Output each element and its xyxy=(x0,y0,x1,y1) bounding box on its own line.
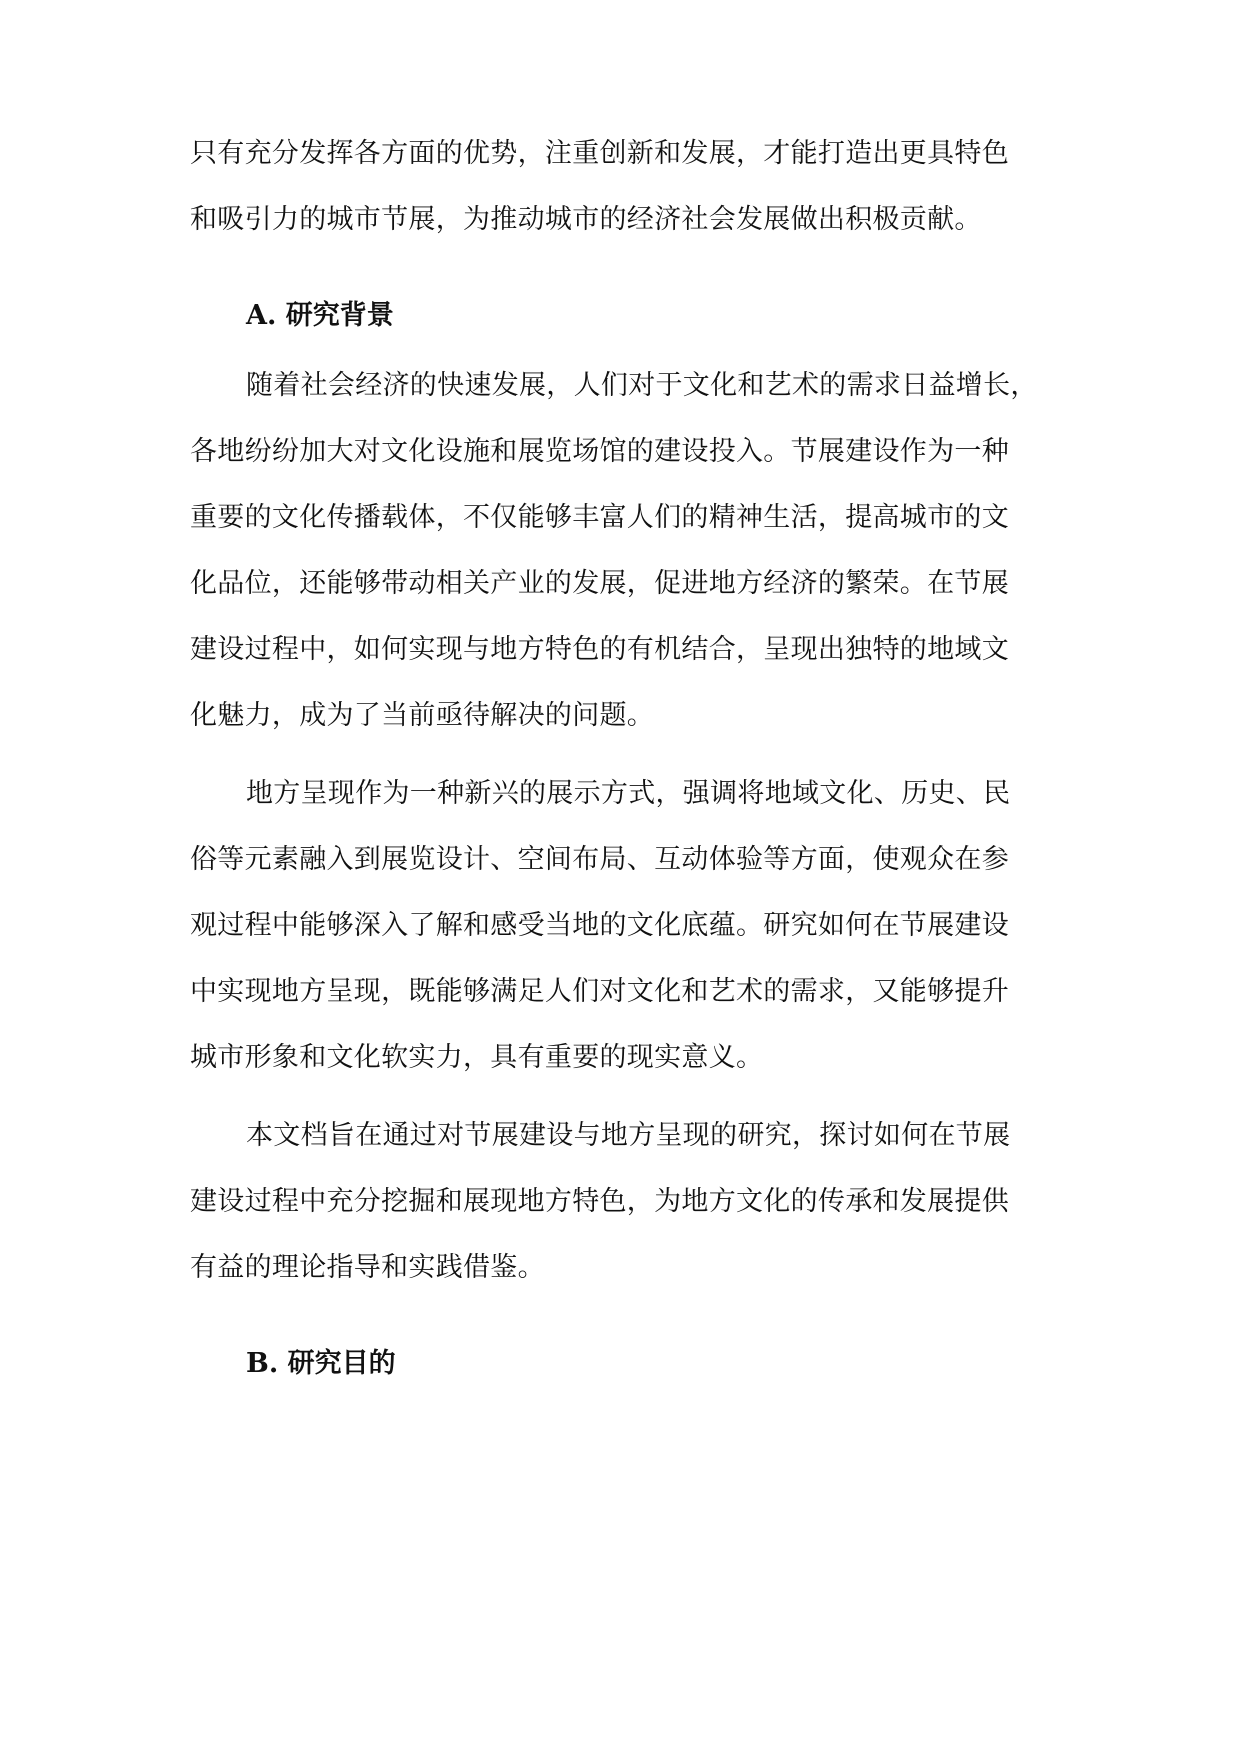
para2-line-1: 地方呈现作为一种新兴的展示方式，强调将地域文化、历史、民 xyxy=(246,778,1011,809)
section-b-heading: B. 研究目的 xyxy=(246,1348,396,1379)
intro-line-1: 只有充分发挥各方面的优势，注重创新和发展，才能打造出更具特色 xyxy=(190,138,1009,169)
para2-line-3: 观过程中能够深入了解和感受当地的文化底蕴。研究如何在节展建设 xyxy=(190,910,1009,941)
para2-line-2: 俗等元素融入到展览设计、空间布局、互动体验等方面，使观众在参 xyxy=(190,844,1009,875)
para1-line-3: 重要的文化传播载体，不仅能够丰富人们的精神生活，提高城市的文 xyxy=(190,502,1009,533)
para1-line-1: 随着社会经济的快速发展，人们对于文化和艺术的需求日益增长， xyxy=(246,370,1038,401)
para3-line-1: 本文档旨在通过对节展建设与地方呈现的研究，探讨如何在节展 xyxy=(246,1120,1011,1151)
para1-line-4: 化品位，还能够带动相关产业的发展，促进地方经济的繁荣。在节展 xyxy=(190,568,1009,599)
para2-line-5: 城市形象和文化软实力，具有重要的现实意义。 xyxy=(190,1042,764,1073)
para3-line-3: 有益的理论指导和实践借鉴。 xyxy=(190,1252,545,1283)
para1-line-5: 建设过程中，如何实现与地方特色的有机结合，呈现出独特的地域文 xyxy=(190,634,1009,665)
section-a-heading: A. 研究背景 xyxy=(246,300,394,331)
intro-line-2: 和吸引力的城市节展，为推动城市的经济社会发展做出积极贡献。 xyxy=(190,204,982,235)
para2-line-4: 中实现地方呈现，既能够满足人们对文化和艺术的需求，又能够提升 xyxy=(190,976,1009,1007)
para1-line-6: 化魅力，成为了当前亟待解决的问题。 xyxy=(190,700,655,731)
para1-line-2: 各地纷纷加大对文化设施和展览场馆的建设投入。节展建设作为一种 xyxy=(190,436,1009,467)
para3-line-2: 建设过程中充分挖掘和展现地方特色，为地方文化的传承和发展提供 xyxy=(190,1186,1009,1217)
